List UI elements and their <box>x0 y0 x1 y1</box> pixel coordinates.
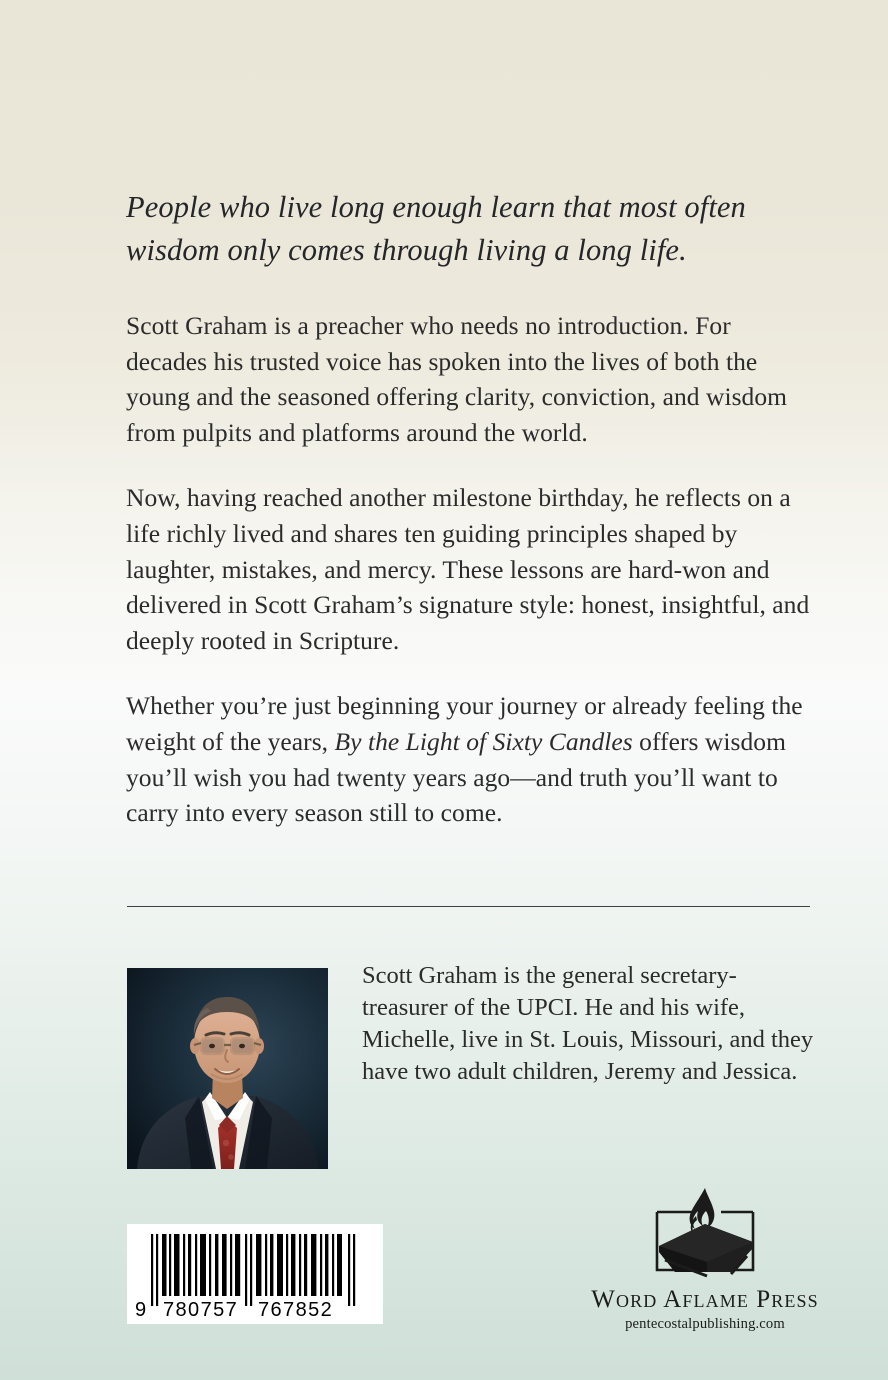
book-title-italic: By the Light of Sixty Candles <box>334 726 633 756</box>
author-photo <box>127 968 328 1169</box>
publisher-block <box>584 1186 826 1333</box>
barcode-prefix-digit: 9 <box>135 1299 147 1321</box>
barcode-group-left: 780757 <box>163 1299 239 1321</box>
barcode-group-right: 767852 <box>258 1299 334 1321</box>
section-divider <box>127 906 810 907</box>
barcode-icon <box>127 1224 383 1324</box>
blurb-copy <box>126 308 816 831</box>
blurb-paragraph-1: Scott Graham is a preacher who needs no introduction. For decades his trusted voice has spoken into the lives of both the young and the seasoned offering clarity, conviction, and wisdom from pulpits and platforms around the world. <box>126 311 788 447</box>
barcode <box>127 1224 383 1324</box>
blurb-paragraph-3: Whether you’re just beginning your journey or already feeling the weight of the years, By the Light of Sixty Candles offers wisdom you’ll wish you had twenty years ago—and truth you’ll want to carry into every season still to come. <box>126 691 803 828</box>
author-bio: Scott Graham is the general secretary-treasurer of the UPCI. He and his wife, Michelle, live in St. Louis, Missouri, and they have two adult children, Jeremy and Jessica. <box>362 962 814 1085</box>
blurb-paragraph-2: Now, having reached another milestone birthday, he reflects on a life richly lived and shares ten guiding principles shaped by laughter, mistakes, and mercy. These lessons are hard-won and delivered in Scott Graham’s signature style: honest, insightful, and deeply rooted in Scripture. <box>126 483 810 655</box>
publisher-name: Word Aflame Press <box>591 1286 819 1313</box>
book-aflame-logo-icon <box>635 1186 775 1282</box>
publisher-url: pentecostalpublishing.com <box>625 1316 785 1332</box>
pull-quote: People who live long enough learn that most often wisdom only comes through living a long life. <box>126 190 746 267</box>
